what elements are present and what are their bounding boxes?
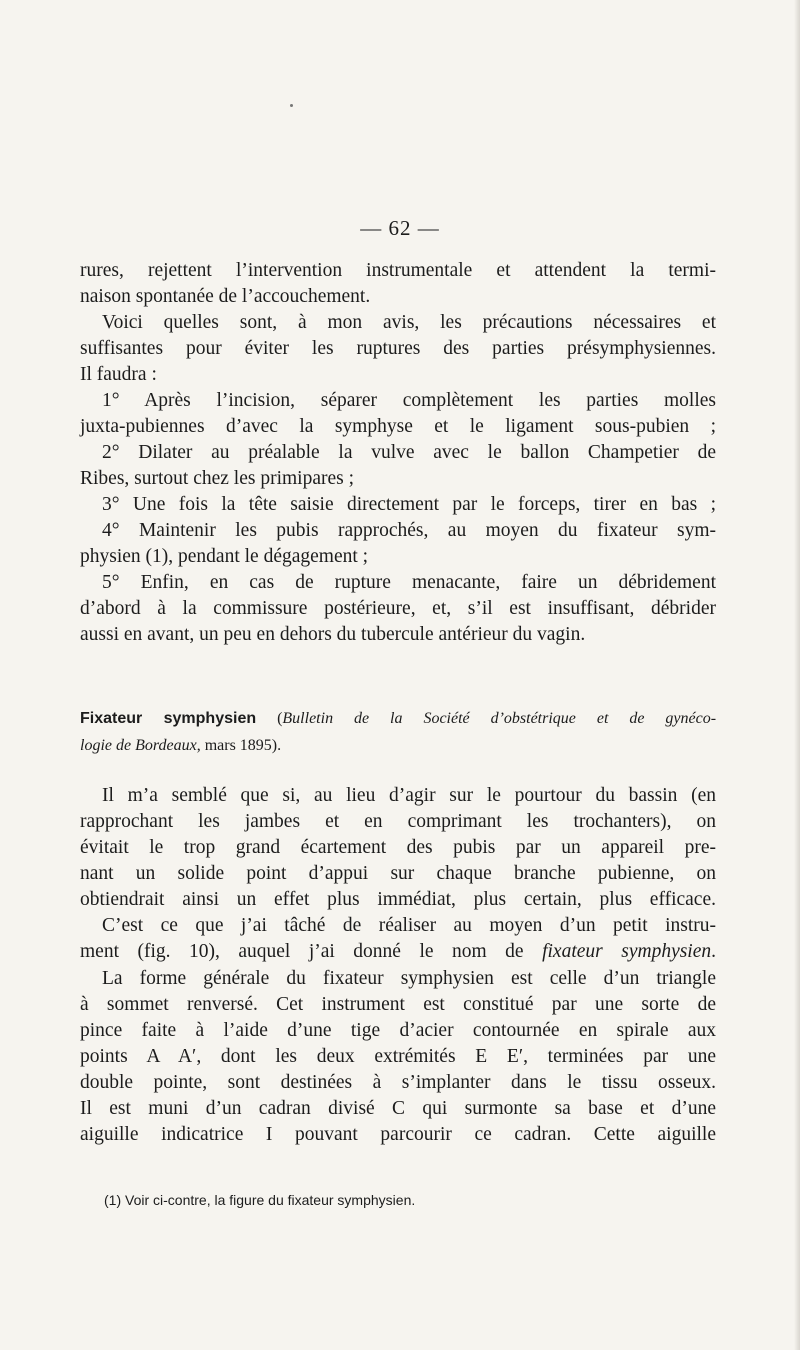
text-line: Il m’a semblé que si, au lieu d’agir sur le pourtour du bassin (en: [102, 785, 716, 806]
text-line: 1° Après l’incision, séparer complètement les parties molles: [102, 390, 716, 411]
text-line: évitait le trop grand écartement des pubis par un appareil pre-: [80, 837, 716, 858]
text-line: Il faudra :: [80, 364, 157, 385]
text-line: Ribes, surtout chez les primipares ;: [80, 468, 355, 489]
biblio-line-2: [80, 732, 716, 759]
text-line: 4° Maintenir les pubis rapprochés, au moyen du fixateur sym-: [102, 520, 716, 541]
text-line: à sommet renversé. Cet instrument est constitué par une sorte de: [80, 994, 716, 1015]
term-fixateur: fixateur symphysien: [542, 941, 712, 962]
footnote: (1) Voir ci-contre, la figure du fixateur symphysien.: [104, 1192, 416, 1208]
biblio-date: , mars 1895).: [196, 737, 282, 754]
text-line: naison spontanée de l’accouchement.: [80, 286, 371, 307]
biblio-paren: (: [256, 710, 283, 727]
paragraph-block-intro: [80, 783, 716, 939]
biblio-journal-1: Bulletin de la Société d’obstétrique et de gynéco-: [282, 710, 717, 727]
text-line: aussi en avant, un peu en dehors du tubercule antérieur du vagin.: [80, 624, 586, 645]
biblio-line-1: [80, 705, 716, 732]
scan-edge-shadow: [794, 0, 800, 1350]
text-line: pince faite à l’aide d’une tige d’acier contournée en spirale aux: [80, 1020, 716, 1041]
scan-speck: [290, 104, 293, 107]
text-line: Voici quelles sont, à mon avis, les précautions nécessaires et: [102, 312, 716, 333]
bibliographic-heading: [80, 705, 716, 759]
biblio-journal-2: logie de Bordeaux: [80, 737, 197, 754]
text-line: rapprochant les jambes et en comprimant les trochanters), on: [80, 811, 716, 832]
text-line: obtiendrait ainsi un effet plus immédiat, plus certain, plus efficace.: [80, 889, 716, 910]
text-line: rures, rejettent l’intervention instrumentale et attendent la termi-: [80, 260, 716, 281]
paragraph-block-precautions: [80, 258, 716, 648]
text-line: ment (fig. 10), auquel j’ai donné le nom de fixateur symphysien.: [80, 941, 717, 962]
text-line: double pointe, sont destinées à s’implanter dans le tissu osseux.: [80, 1072, 716, 1093]
biblio-title: Fixateur symphysien: [80, 710, 257, 727]
page-number: — 62 —: [360, 216, 440, 240]
text-line: points A A′, dont les deux extrémités E E′, terminées par une: [80, 1046, 716, 1067]
text-line: Il est muni d’un cadran divisé C qui surmonte sa base et d’une: [80, 1098, 716, 1119]
text-line: 3° Une fois la tête saisie directement par le forceps, tirer en bas ;: [102, 494, 716, 515]
text-line: juxta-pubiennes d’avec la symphyse et le ligament sous-pubien ;: [80, 416, 716, 437]
paragraph-line-fig: [80, 939, 716, 965]
text-line: 5° Enfin, en cas de rupture menacante, faire un débridement: [102, 572, 716, 593]
text-line: physien (1), pendant le dégagement ;: [80, 546, 369, 567]
paragraph-block-description: [80, 966, 716, 1148]
text-line: d’abord à la commissure postérieure, et, s’il est insuffisant, débrider: [80, 598, 716, 619]
text-line: 2° Dilater au préalable la vulve avec le ballon Champetier de: [102, 442, 716, 463]
text-line: aiguille indicatrice I pouvant parcourir ce cadran. Cette aiguille: [80, 1124, 716, 1145]
text-line: La forme générale du fixateur symphysien est celle d’un triangle: [102, 968, 716, 989]
text-line: C’est ce que j’ai tâché de réaliser au moyen d’un petit instru-: [102, 915, 716, 936]
text-line: nant un solide point d’appui sur chaque branche pubienne, on: [80, 863, 716, 884]
text-line: suffisantes pour éviter les ruptures des parties présymphysiennes.: [80, 338, 716, 359]
